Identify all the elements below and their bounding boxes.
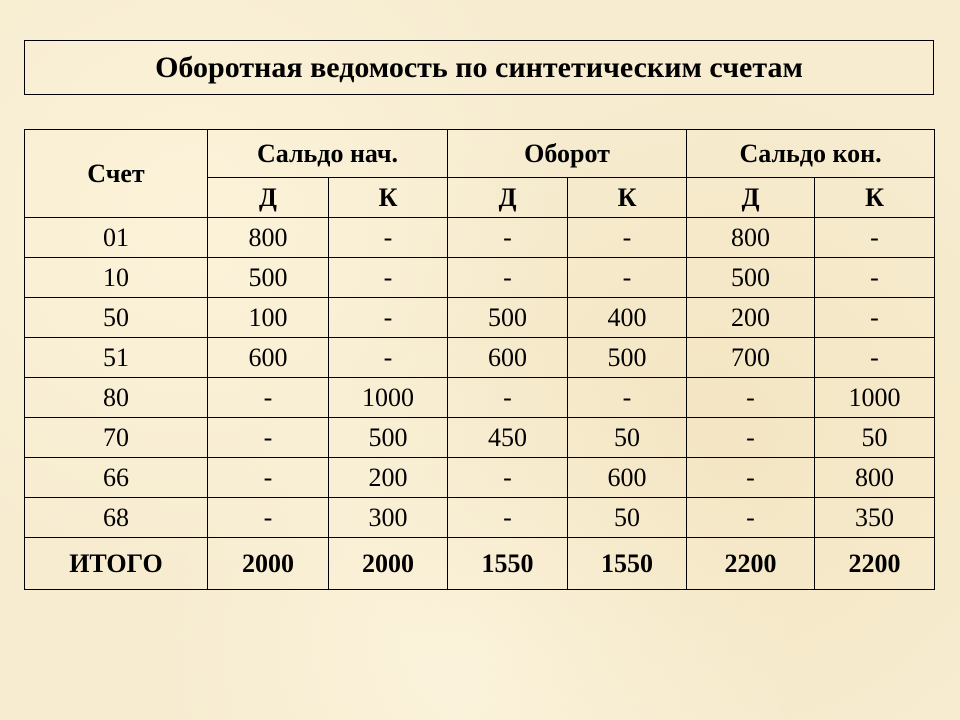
table-row <box>25 498 935 538</box>
cell-value: - <box>815 258 935 298</box>
cell-value: - <box>815 218 935 258</box>
header-debit: Д <box>448 178 568 218</box>
cell-value: - <box>329 338 448 378</box>
header-credit: К <box>815 178 935 218</box>
cell-value: 700 <box>687 338 815 378</box>
cell-value: 50 <box>568 498 687 538</box>
header-row-groups <box>25 130 935 178</box>
cell-account: 66 <box>25 458 208 498</box>
page-title-box <box>24 40 934 95</box>
cell-value: - <box>568 258 687 298</box>
cell-value: - <box>815 338 935 378</box>
cell-value: 500 <box>329 418 448 458</box>
table-row <box>25 298 935 338</box>
total-value: 1550 <box>568 538 687 590</box>
cell-value: - <box>687 418 815 458</box>
cell-value: 800 <box>815 458 935 498</box>
cell-value: - <box>329 218 448 258</box>
total-label: ИТОГО <box>25 538 208 590</box>
cell-value: - <box>687 378 815 418</box>
header-credit: К <box>329 178 448 218</box>
cell-value: - <box>687 458 815 498</box>
total-value: 2200 <box>815 538 935 590</box>
cell-value: - <box>208 458 329 498</box>
cell-value: 1000 <box>815 378 935 418</box>
header-credit: К <box>568 178 687 218</box>
cell-value: - <box>448 258 568 298</box>
total-value: 2200 <box>687 538 815 590</box>
cell-value: - <box>208 498 329 538</box>
total-row <box>25 538 935 590</box>
cell-value: 450 <box>448 418 568 458</box>
cell-account: 10 <box>25 258 208 298</box>
cell-value: 600 <box>448 338 568 378</box>
cell-account: 51 <box>25 338 208 378</box>
total-value: 1550 <box>448 538 568 590</box>
cell-value: 600 <box>568 458 687 498</box>
cell-value: 50 <box>815 418 935 458</box>
header-account: Счет <box>25 130 208 218</box>
cell-value: 500 <box>568 338 687 378</box>
table-row <box>25 338 935 378</box>
header-debit: Д <box>687 178 815 218</box>
cell-value: - <box>815 298 935 338</box>
cell-value: 500 <box>208 258 329 298</box>
table-row <box>25 458 935 498</box>
turnover-table <box>24 129 935 590</box>
cell-account: 50 <box>25 298 208 338</box>
page-title: Оборотная ведомость по синтетическим счетам <box>155 50 803 84</box>
cell-account: 70 <box>25 418 208 458</box>
cell-value: - <box>687 498 815 538</box>
cell-account: 01 <box>25 218 208 258</box>
table-row <box>25 218 935 258</box>
cell-value: - <box>208 418 329 458</box>
cell-value: - <box>448 378 568 418</box>
cell-value: 1000 <box>329 378 448 418</box>
cell-value: 800 <box>687 218 815 258</box>
cell-value: 300 <box>329 498 448 538</box>
table-row <box>25 378 935 418</box>
cell-value: - <box>568 218 687 258</box>
cell-account: 68 <box>25 498 208 538</box>
cell-value: - <box>329 258 448 298</box>
cell-value: - <box>448 218 568 258</box>
cell-value: - <box>448 498 568 538</box>
header-closing-balance: Сальдо кон. <box>687 130 935 178</box>
table-row <box>25 258 935 298</box>
cell-value: - <box>329 298 448 338</box>
header-debit: Д <box>208 178 329 218</box>
cell-value: 600 <box>208 338 329 378</box>
cell-value: - <box>448 458 568 498</box>
cell-value: 200 <box>687 298 815 338</box>
cell-value: 500 <box>448 298 568 338</box>
cell-value: 800 <box>208 218 329 258</box>
cell-value: 50 <box>568 418 687 458</box>
header-opening-balance: Сальдо нач. <box>208 130 448 178</box>
table-row <box>25 418 935 458</box>
table-body <box>25 218 935 590</box>
cell-value: - <box>208 378 329 418</box>
total-value: 2000 <box>208 538 329 590</box>
cell-value: 400 <box>568 298 687 338</box>
header-turnover: Оборот <box>448 130 687 178</box>
cell-value: - <box>568 378 687 418</box>
cell-value: 500 <box>687 258 815 298</box>
cell-account: 80 <box>25 378 208 418</box>
cell-value: 100 <box>208 298 329 338</box>
total-value: 2000 <box>329 538 448 590</box>
cell-value: 200 <box>329 458 448 498</box>
cell-value: 350 <box>815 498 935 538</box>
